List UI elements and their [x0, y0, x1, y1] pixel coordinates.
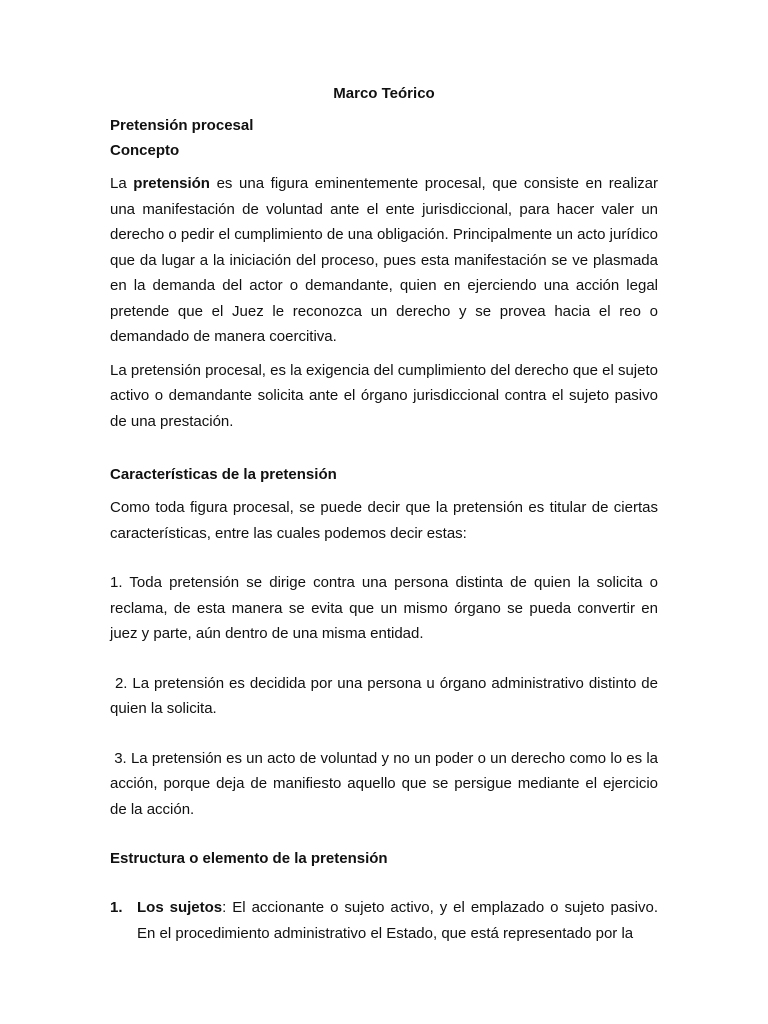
list-item-text: : El accionante o sujeto activo, y el emplazado o sujeto pasivo. En el procedimiento administrativo el Estado, que está representado por la	[137, 899, 658, 942]
section-subheading-concepto: Concepto	[110, 142, 180, 159]
spacer	[110, 722, 658, 746]
spacer	[110, 434, 658, 462]
spacer	[110, 163, 658, 171]
characteristic-item-2: 2. La pretensión es decidida por una persona u órgano administrativo distinto de quien la solicita.	[110, 674, 663, 717]
spacer	[110, 647, 658, 671]
characteristic-item-1: 1. Toda pretensión se dirige contra una persona distinta de quien la solicita o reclama, de esta manera se evita que un mismo órgano se pueda convertir en juez y parte, aún dentro de una misma entidad.	[110, 574, 658, 642]
list-marker: 1.	[110, 899, 123, 916]
characteristic-item-3: 3. La pretensión es un acto de voluntad y no un poder o un derecho como lo es la acción, porque deja de manifiesto aquello que se persigue mediante el ejercicio de la acción.	[110, 749, 663, 818]
paragraph-concepto-1	[110, 171, 658, 350]
list-item-body	[137, 895, 658, 946]
document-page	[110, 82, 663, 946]
paragraph-concepto-2: La pretensión procesal, es la exigencia del cumplimiento del derecho que el sujeto activo o demandante solicita ante el órgano jurisdiccional contra el sujeto pasivo de una prestación.	[110, 361, 658, 430]
section-heading-caracteristicas: Características de la pretensión	[110, 466, 337, 483]
paragraph-caracteristicas-intro: Como toda figura procesal, se puede decir que la pretensión es titular de ciertas características, entre las cuales podemos decir estas:	[110, 499, 658, 542]
spacer	[110, 546, 658, 570]
numbered-list-item	[110, 895, 658, 946]
spacer	[110, 350, 658, 358]
bold-term-pretension: pretensión	[133, 175, 210, 192]
section-heading-estructura: Estructura o elemento de la pretensión	[110, 850, 388, 867]
document-title: Marco Teórico	[333, 85, 435, 102]
spacer	[110, 871, 658, 895]
spacer	[110, 822, 658, 846]
spacer	[110, 487, 658, 495]
paragraph-text: es una figura eminentemente procesal, que consiste en realizar una manifestación de voluntad ante el ente jurisdiccional, para hacer valer un derecho o pedir el cumplimiento de una obligación. Principalmente un acto jurídico que da lugar a la iniciación del proceso, pues esta manifestación se ve plasmada en la demanda del actor o demandante, quien en ejerciendo una acción legal pretende que el Juez le reconozca un derecho y se provea hacia el reo o demandado de manera coercitiva.	[110, 175, 658, 345]
paragraph-text: La	[110, 175, 134, 192]
section-heading-pretension-procesal: Pretensión procesal	[110, 117, 254, 134]
bold-term-los-sujetos: Los sujetos	[137, 899, 223, 916]
